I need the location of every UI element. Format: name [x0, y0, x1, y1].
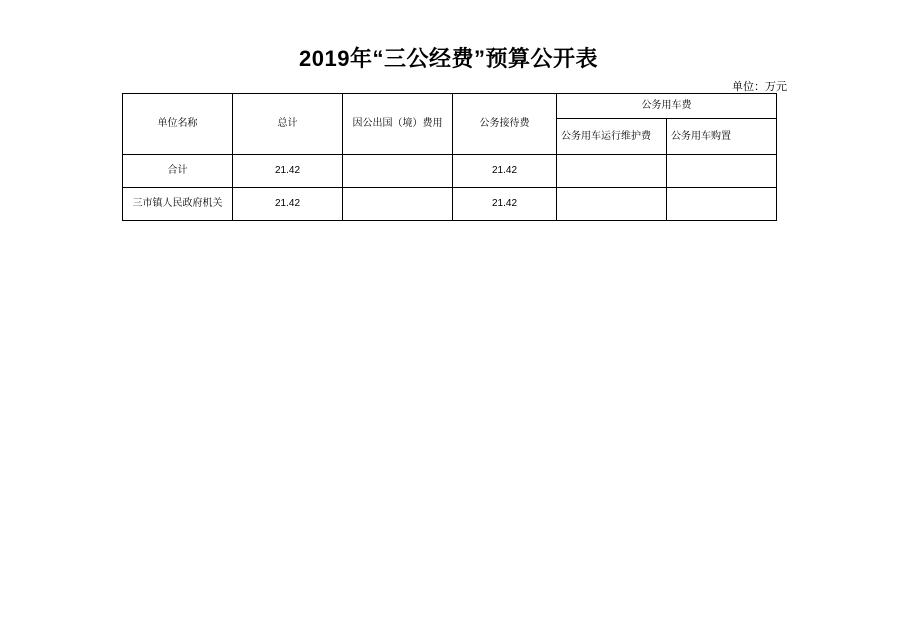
table-group-header-row — [123, 94, 777, 119]
budget-table-container — [122, 93, 776, 221]
header-vehicle-maintenance: 公务用车运行维护费 — [557, 119, 667, 155]
page-title: 2019年“三公经费”预算公开表 — [299, 46, 598, 71]
row-vehicle-maintenance — [557, 155, 667, 188]
row-total: 21.42 — [233, 188, 343, 221]
header-abroad: 因公出国（境）费用 — [343, 94, 453, 155]
header-total: 总计 — [233, 94, 343, 155]
header-vehicle-purchase: 公务用车购置 — [667, 119, 777, 155]
row-reception: 21.42 — [453, 155, 557, 188]
row-total: 21.42 — [233, 155, 343, 188]
row-unit-name: 合计 — [123, 155, 233, 188]
header-vehicle-group: 公务用车费 — [557, 94, 777, 119]
row-vehicle-maintenance — [557, 188, 667, 221]
budget-table — [122, 93, 777, 221]
row-reception: 21.42 — [453, 188, 557, 221]
table-row — [123, 188, 777, 221]
unit-note: 单位：万元 — [732, 81, 787, 93]
row-abroad — [343, 155, 453, 188]
row-vehicle-purchase — [667, 188, 777, 221]
header-reception: 公务接待费 — [453, 94, 557, 155]
row-vehicle-purchase — [667, 155, 777, 188]
header-unit-name: 单位名称 — [123, 94, 233, 155]
table-row — [123, 155, 777, 188]
row-abroad — [343, 188, 453, 221]
row-unit-name: 三市镇人民政府机关 — [123, 188, 233, 221]
